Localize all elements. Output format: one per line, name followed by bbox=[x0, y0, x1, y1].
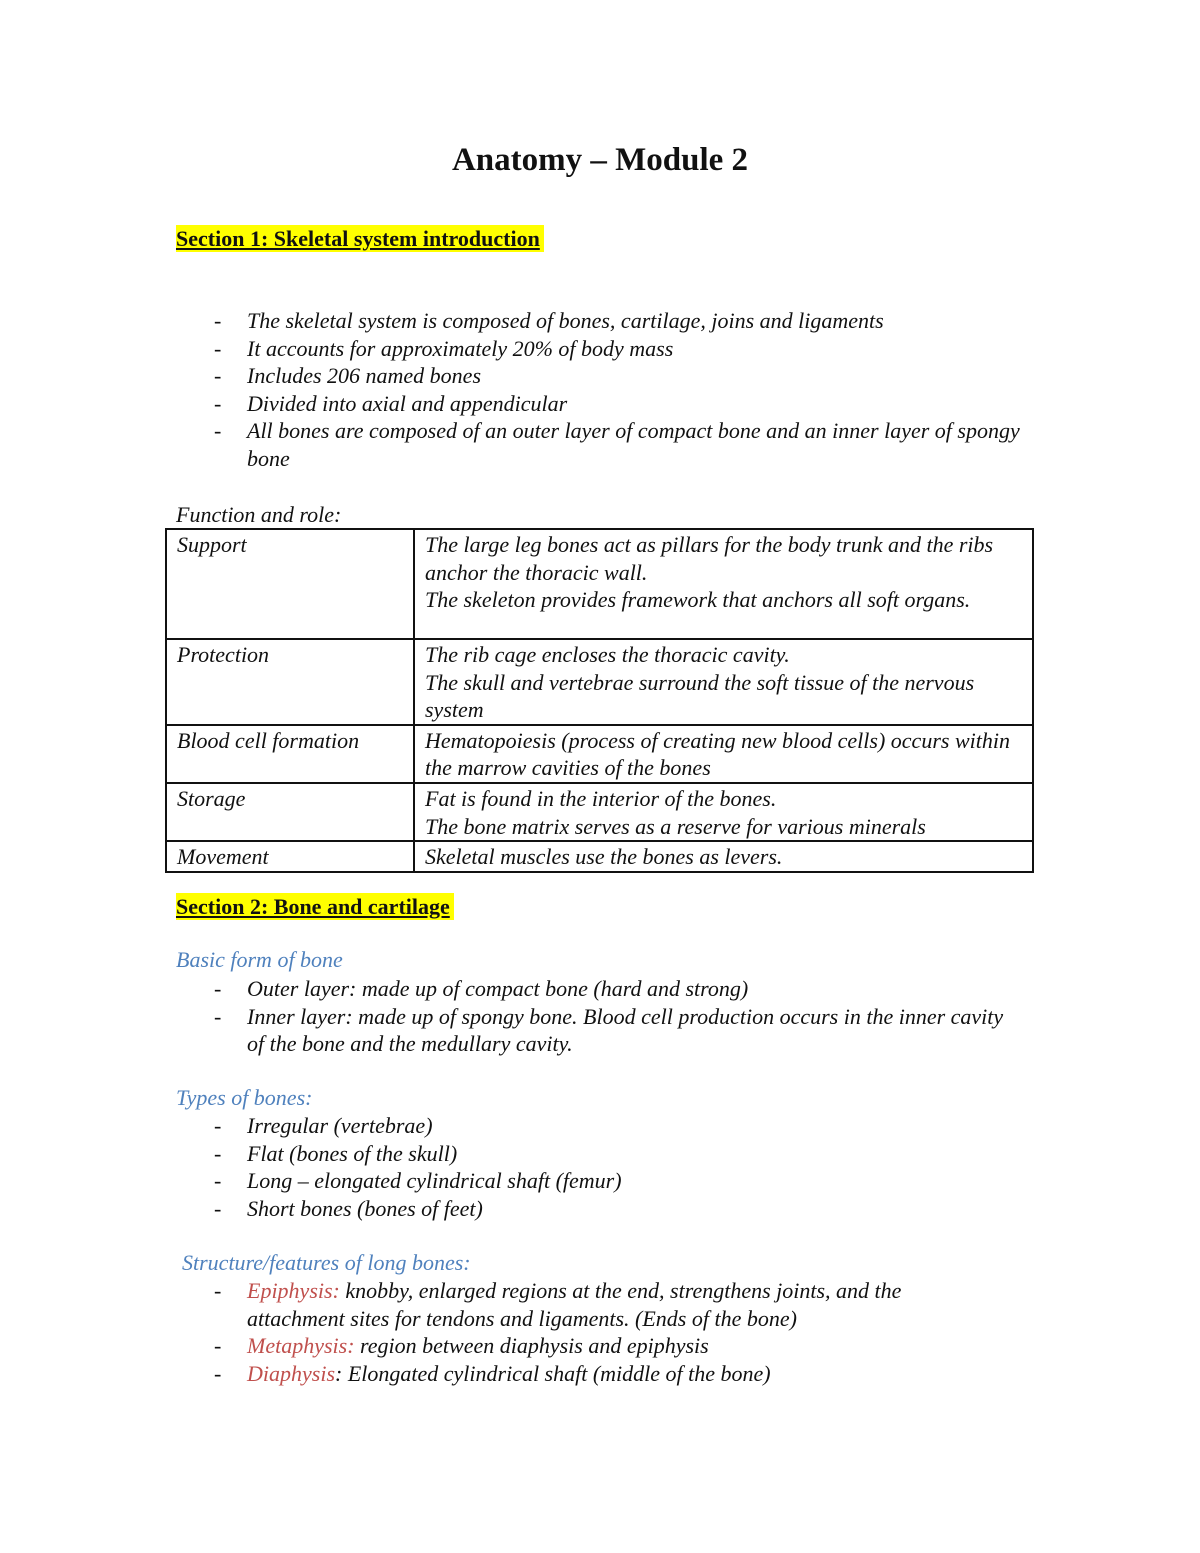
dash: - bbox=[214, 335, 222, 361]
bullet-text: All bones are composed of an outer layer of compact bone and an inner layer of spongy bone bbox=[247, 418, 1020, 471]
function-cell: Support bbox=[166, 529, 414, 639]
table-caption: Function and role: bbox=[176, 502, 342, 527]
list-item bbox=[214, 1003, 1004, 1058]
bullet-text: It accounts for approximately 20% of body mass bbox=[247, 335, 674, 361]
list-item bbox=[214, 1277, 984, 1332]
dash: - bbox=[214, 308, 222, 333]
function-cell: Storage bbox=[166, 783, 414, 841]
list-item bbox=[214, 335, 1024, 363]
list-item bbox=[214, 1140, 1024, 1168]
types-bullets bbox=[214, 1112, 1024, 1222]
dash: - bbox=[214, 1195, 222, 1221]
list-item bbox=[214, 362, 1024, 390]
bullet-text: knobby, enlarged regions at the end, strengthens joints, and the attachment sites for tendons and ligaments. (Ends of the bone) bbox=[247, 1278, 902, 1331]
description-line: The skull and vertebrae surround the soft tissue of the nervous system bbox=[425, 669, 975, 723]
list-item bbox=[214, 307, 1024, 335]
list-item bbox=[214, 1112, 1024, 1140]
dash: - bbox=[214, 1360, 222, 1386]
description-line: The bone matrix serves as a reserve for various minerals bbox=[425, 813, 926, 839]
table-row bbox=[166, 841, 1033, 872]
table-row bbox=[166, 639, 1033, 725]
bullet-text: Outer layer: made up of compact bone (hard and strong) bbox=[247, 976, 749, 1001]
dash: - bbox=[214, 1003, 222, 1029]
subheading-types: Types of bones: bbox=[176, 1085, 313, 1110]
list-item bbox=[214, 1360, 984, 1388]
dash: - bbox=[214, 1113, 222, 1138]
table-row bbox=[166, 529, 1033, 639]
function-cell: Movement bbox=[166, 841, 414, 872]
dash: - bbox=[214, 1333, 222, 1359]
dash: - bbox=[214, 1278, 222, 1303]
dash: - bbox=[214, 1168, 222, 1194]
structure-bullets bbox=[214, 1277, 984, 1387]
description-line: The large leg bones act as pillars for the body trunk and the ribs anchor the thoracic wall. bbox=[425, 532, 994, 585]
basic-form-bullets bbox=[214, 975, 1004, 1058]
table-row bbox=[166, 725, 1033, 783]
description-cell bbox=[414, 725, 1033, 783]
list-item bbox=[214, 1167, 1024, 1195]
bullet-text: Inner layer: made up of spongy bone. Blood cell production occurs in the inner cavity of the bone and the medullary cavity. bbox=[247, 1003, 1004, 1057]
list-item bbox=[214, 390, 1024, 418]
list-item bbox=[214, 975, 1004, 1003]
function-cell: Protection bbox=[166, 639, 414, 725]
description-line: Hematopoiesis (process of creating new blood cells) occurs within the marrow cavities of the bones bbox=[425, 727, 1010, 781]
bullet-text: Short bones (bones of feet) bbox=[247, 1195, 483, 1221]
function-cell: Blood cell formation bbox=[166, 725, 414, 783]
list-item bbox=[214, 417, 1027, 472]
description-line: Skeletal muscles use the bones as levers. bbox=[425, 844, 783, 870]
dash: - bbox=[214, 390, 222, 416]
description-line: The skeleton provides framework that anchors all soft organs. bbox=[425, 587, 971, 613]
term-epiphysis: Epiphysis: bbox=[247, 1278, 340, 1303]
section-2-heading: Section 2: Bone and cartilage bbox=[176, 893, 454, 920]
description-line: The rib cage encloses the thoracic cavity. bbox=[425, 642, 790, 667]
bullet-text: Irregular (vertebrae) bbox=[247, 1113, 433, 1138]
dash: - bbox=[214, 976, 222, 1001]
description-line: Fat is found in the interior of the bones. bbox=[425, 785, 777, 811]
function-table bbox=[165, 528, 1034, 873]
description-cell bbox=[414, 529, 1033, 639]
list-item bbox=[214, 1195, 1024, 1223]
description-cell bbox=[414, 639, 1033, 725]
bullet-text: The skeletal system is composed of bones, cartilage, joins and ligaments bbox=[247, 308, 884, 333]
bullet-text: Long – elongated cylindrical shaft (femur) bbox=[247, 1168, 622, 1194]
dash: - bbox=[214, 1140, 222, 1166]
dash: - bbox=[214, 363, 222, 389]
list-item bbox=[214, 1332, 984, 1360]
term-metaphysis: Metaphysis: bbox=[247, 1333, 355, 1359]
subheading-basic-form: Basic form of bone bbox=[176, 947, 343, 972]
page-title: Anatomy – Module 2 bbox=[451, 142, 749, 178]
term-diaphysis: Diaphysis bbox=[247, 1360, 335, 1386]
bullet-text: : Elongated cylindrical shaft (middle of the bone) bbox=[335, 1360, 771, 1386]
subheading-structure: Structure/features of long bones: bbox=[182, 1250, 471, 1275]
dash: - bbox=[214, 418, 222, 444]
description-cell bbox=[414, 783, 1033, 841]
table-row bbox=[166, 783, 1033, 841]
bullet-text: region between diaphysis and epiphysis bbox=[354, 1333, 709, 1359]
description-cell bbox=[414, 841, 1033, 872]
bullet-text: Flat (bones of the skull) bbox=[247, 1140, 458, 1166]
section-1-heading: Section 1: Skeletal system introduction bbox=[176, 225, 544, 252]
bullet-text: Divided into axial and appendicular bbox=[247, 390, 568, 416]
section-1-bullets bbox=[214, 307, 1024, 473]
bullet-text: Includes 206 named bones bbox=[247, 363, 482, 389]
